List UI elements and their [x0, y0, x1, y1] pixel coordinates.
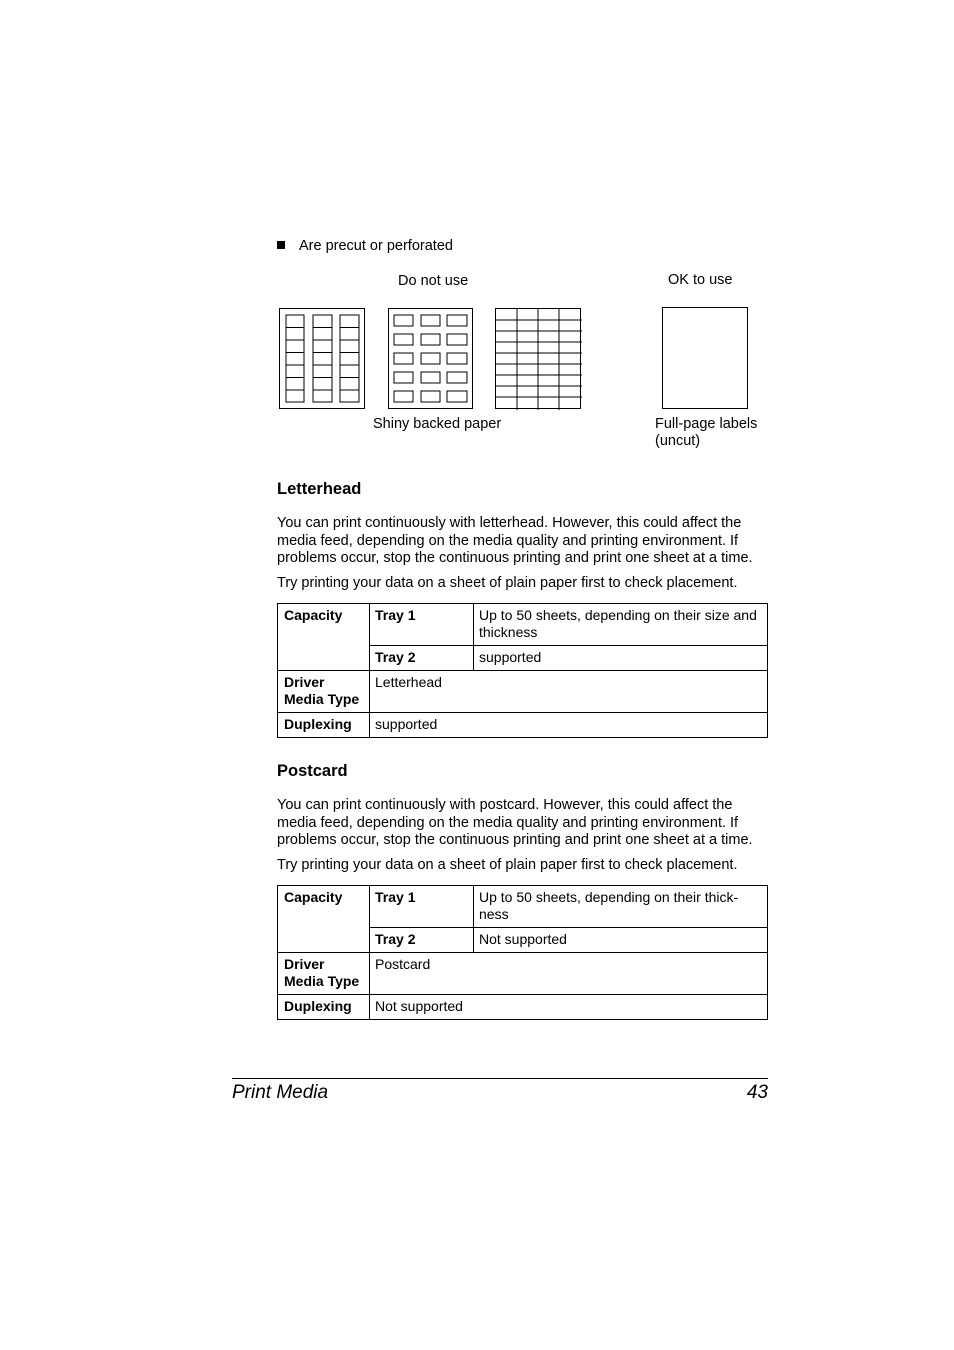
duplexing-value: Not supported [370, 995, 768, 1020]
tray1-value: Up to 50 sheets, depending on their thick-ness [474, 886, 768, 928]
tray1-value: Up to 50 sheets, depending on their size and thickness [474, 604, 768, 646]
bullet-square-icon [277, 241, 285, 249]
vertical-strips-drawing [280, 309, 366, 410]
tray1-header: Tray 1 [370, 886, 474, 928]
table-row [278, 886, 768, 928]
ok-to-use-label: OK to use [668, 272, 733, 288]
shiny-backed-label: Shiny backed paper [373, 416, 502, 432]
table-row [278, 713, 768, 738]
letterhead-paragraph-2: Try printing your data on a sheet of plain paper first to check placement. [277, 575, 738, 591]
page-number: 43 [746, 1082, 768, 1103]
table-row [278, 995, 768, 1020]
table-row [278, 671, 768, 713]
capacity-header: Capacity [278, 886, 370, 953]
duplexing-value: supported [370, 713, 768, 738]
driver-media-type-value: Letterhead [370, 671, 768, 713]
tray2-header: Tray 2 [370, 646, 474, 671]
label-sheet-grid-icon [495, 308, 581, 409]
full-page-label-sheet-icon [662, 307, 748, 409]
duplexing-header: Duplexing [278, 713, 370, 738]
postcard-heading: Postcard [277, 762, 348, 780]
tray2-value: supported [474, 646, 768, 671]
full-page-line2: (uncut) [655, 433, 701, 449]
postcard-paragraph-2: Try printing your data on a sheet of plain paper first to check placement. [277, 857, 738, 873]
grid-drawing [496, 309, 582, 410]
postcard-spec-table [277, 885, 768, 1020]
driver-header-line2: Media Type [284, 973, 360, 989]
bullet-text: Are precut or perforated [299, 238, 453, 254]
letterhead-spec-table [277, 603, 768, 738]
letterhead-heading: Letterhead [277, 480, 362, 498]
driver-media-type-header [278, 671, 370, 713]
postcard-paragraph-1: You can print continuously with postcard. However, this could affect the media feed, depending on the media quality and printing environment. If problems occur, stop the continuous printing and print one sheet at a time. [277, 797, 753, 848]
capacity-header: Capacity [278, 604, 370, 671]
rectangles-drawing [389, 309, 474, 410]
bullet-item [277, 238, 453, 254]
footer-title: Print Media [232, 1082, 329, 1103]
driver-header-line1: Driver [284, 674, 325, 690]
letterhead-paragraph-1: You can print continuously with letterhead. However, this could affect the media feed, depending on the media quality and printing environment. If problems occur, stop the continuous printing and print one sheet at a time. [277, 515, 753, 566]
label-sheet-vertical-strips-icon [279, 308, 365, 409]
driver-media-type-header [278, 953, 370, 995]
driver-media-type-value: Postcard [370, 953, 768, 995]
full-page-line1: Full-page labels [655, 416, 758, 432]
do-not-use-label: Do not use [398, 273, 469, 289]
tray2-value: Not supported [474, 928, 768, 953]
table-row [278, 953, 768, 995]
duplexing-header: Duplexing [278, 995, 370, 1020]
footer-divider [232, 1078, 768, 1079]
table-row [278, 604, 768, 646]
driver-header-line2: Media Type [284, 691, 360, 707]
full-page-labels-caption [655, 416, 757, 450]
tray1-header: Tray 1 [370, 604, 474, 646]
label-sheet-rectangles-icon [388, 308, 473, 409]
tray2-header: Tray 2 [370, 928, 474, 953]
driver-header-line1: Driver [284, 956, 325, 972]
